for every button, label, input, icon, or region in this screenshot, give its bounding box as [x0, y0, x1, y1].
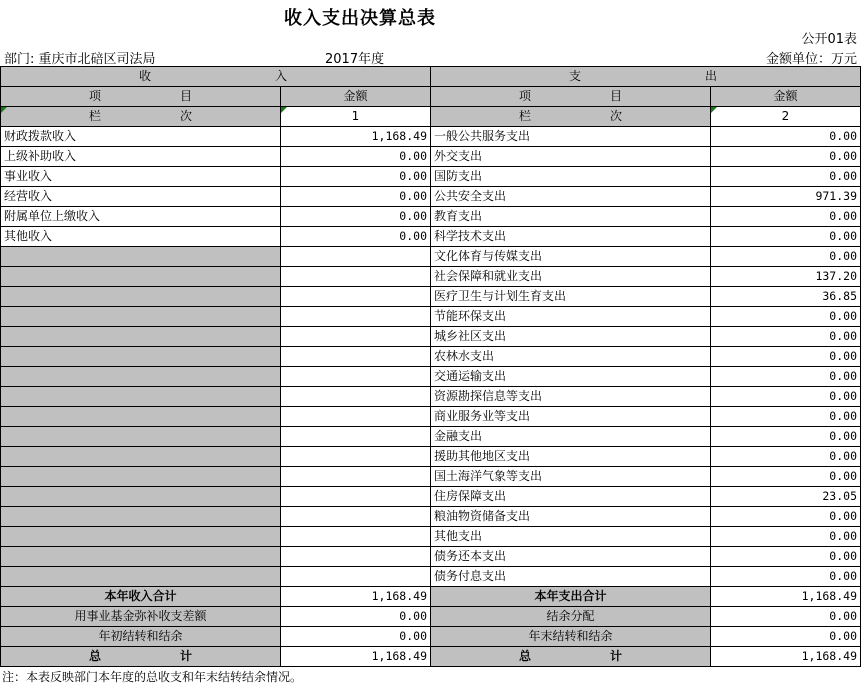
income-amount — [281, 547, 431, 567]
expense-item: 金融支出 — [431, 427, 711, 447]
summary-income-amount: 0.00 — [281, 627, 431, 647]
income-amount: 1,168.49 — [281, 127, 431, 147]
expense-amount: 0.00 — [711, 247, 861, 267]
income-amount: 0.00 — [281, 147, 431, 167]
expense-item: 资源勘探信息等支出 — [431, 387, 711, 407]
expense-colno: 2 — [711, 107, 861, 127]
summary-row — [1, 587, 861, 607]
expense-item: 商业服务业等支出 — [431, 407, 711, 427]
summary-income-amount: 0.00 — [281, 607, 431, 627]
income-amount — [281, 367, 431, 387]
summary-table — [0, 66, 861, 667]
expense-item: 科学技术支出 — [431, 227, 711, 247]
expense-amount: 0.00 — [711, 367, 861, 387]
table-row — [1, 327, 861, 347]
col-char-2: 次 — [609, 109, 622, 123]
income-amount — [281, 347, 431, 367]
expense-amount: 36.85 — [711, 287, 861, 307]
expense-amount: 0.00 — [711, 147, 861, 167]
income-amount-header: 金额 — [281, 87, 431, 107]
table-row — [1, 547, 861, 567]
summary-expense-label: 结余分配 — [431, 607, 711, 627]
expense-item: 社会保障和就业支出 — [431, 267, 711, 287]
income-item — [1, 287, 281, 307]
amount-unit: 金额单位：万元 — [765, 52, 857, 67]
income-item — [1, 467, 281, 487]
income-item — [1, 367, 281, 387]
income-amount: 0.00 — [281, 187, 431, 207]
income-header-char-1: 收 — [139, 69, 152, 83]
expense-amount: 0.00 — [711, 527, 861, 547]
table-row — [1, 347, 861, 367]
summary-income-label: 本年收入合计 — [1, 587, 281, 607]
grand-total-row — [1, 647, 861, 667]
header-row-colno — [1, 107, 861, 127]
expense-item: 农林水支出 — [431, 347, 711, 367]
table-row — [1, 287, 861, 307]
expense-amount: 0.00 — [711, 507, 861, 527]
total-char-1: 总 — [89, 649, 102, 663]
income-amount — [281, 427, 431, 447]
income-amount — [281, 507, 431, 527]
expense-amount: 0.00 — [711, 307, 861, 327]
expense-amount: 0.00 — [711, 347, 861, 367]
expense-amount: 0.00 — [711, 327, 861, 347]
expense-item: 一般公共服务支出 — [431, 127, 711, 147]
expense-item: 教育支出 — [431, 207, 711, 227]
income-amount — [281, 467, 431, 487]
income-amount: 0.00 — [281, 167, 431, 187]
expense-item: 债务还本支出 — [431, 547, 711, 567]
table-row — [1, 507, 861, 527]
summary-row — [1, 607, 861, 627]
expense-item: 交通运输支出 — [431, 367, 711, 387]
expense-amount: 0.00 — [711, 467, 861, 487]
expense-amount: 0.00 — [711, 387, 861, 407]
table-row — [1, 367, 861, 387]
summary-income-label: 年初结转和结余 — [1, 627, 281, 647]
department-label: 部门: 重庆市北碚区司法局 — [4, 52, 156, 67]
income-item — [1, 427, 281, 447]
income-amount — [281, 247, 431, 267]
table-row — [1, 187, 861, 207]
expense-item: 债务付息支出 — [431, 567, 711, 587]
item-char-1: 项 — [519, 89, 532, 103]
expense-colno-label — [431, 107, 711, 127]
total-income-amount: 1,168.49 — [281, 647, 431, 667]
table-row — [1, 167, 861, 187]
income-item: 附属单位上缴收入 — [1, 207, 281, 227]
expense-amount: 0.00 — [711, 227, 861, 247]
total-expense-amount: 1,168.49 — [711, 647, 861, 667]
table-row — [1, 427, 861, 447]
total-char-2: 计 — [179, 649, 192, 663]
income-item — [1, 487, 281, 507]
expense-amount: 0.00 — [711, 547, 861, 567]
expense-amount: 23.05 — [711, 487, 861, 507]
col-char-2: 次 — [179, 109, 192, 123]
total-expense-label — [431, 647, 711, 667]
table-row — [1, 467, 861, 487]
table-row — [1, 487, 861, 507]
expense-header-char-1: 支 — [569, 69, 582, 83]
income-colno: 1 — [281, 107, 431, 127]
income-item-header — [1, 87, 281, 107]
summary-expense-label: 本年支出合计 — [431, 587, 711, 607]
income-item: 其他收入 — [1, 227, 281, 247]
fiscal-year: 2017年度 — [325, 52, 385, 67]
income-item — [1, 567, 281, 587]
income-amount — [281, 567, 431, 587]
income-item — [1, 507, 281, 527]
expense-item: 医疗卫生与计划生育支出 — [431, 287, 711, 307]
income-item: 财政拨款收入 — [1, 127, 281, 147]
expense-item: 其他支出 — [431, 527, 711, 547]
income-amount — [281, 267, 431, 287]
summary-row — [1, 627, 861, 647]
income-item — [1, 387, 281, 407]
expense-amount: 971.39 — [711, 187, 861, 207]
form-number: 公开01表 — [801, 32, 857, 47]
expense-item: 国防支出 — [431, 167, 711, 187]
total-char-1: 总 — [519, 649, 532, 663]
table-row — [1, 267, 861, 287]
item-char-1: 项 — [89, 89, 102, 103]
income-item — [1, 327, 281, 347]
income-item — [1, 447, 281, 467]
summary-expense-amount: 1,168.49 — [711, 587, 861, 607]
header-row-section — [1, 67, 861, 87]
report-title: 收入支出决算总表 — [284, 8, 436, 29]
expense-section-header — [431, 67, 861, 87]
expense-amount: 0.00 — [711, 127, 861, 147]
expense-amount: 0.00 — [711, 167, 861, 187]
col-char-1: 栏 — [519, 109, 532, 123]
summary-expense-label: 年末结转和结余 — [431, 627, 711, 647]
income-amount — [281, 287, 431, 307]
expense-item: 外交支出 — [431, 147, 711, 167]
income-amount: 0.00 — [281, 227, 431, 247]
income-item: 事业收入 — [1, 167, 281, 187]
table-row — [1, 247, 861, 267]
summary-expense-amount: 0.00 — [711, 627, 861, 647]
item-char-2: 目 — [179, 89, 192, 103]
expense-item: 节能环保支出 — [431, 307, 711, 327]
income-item: 上级补助收入 — [1, 147, 281, 167]
income-header-char-2: 入 — [274, 69, 287, 83]
expense-item: 住房保障支出 — [431, 487, 711, 507]
expense-item-header — [431, 87, 711, 107]
table-row — [1, 227, 861, 247]
expense-item: 粮油物资储备支出 — [431, 507, 711, 527]
table-body — [1, 67, 861, 667]
expense-item: 国土海洋气象等支出 — [431, 467, 711, 487]
total-income-label — [1, 647, 281, 667]
footnote: 注：本表反映部门本年度的总收支和年末结转结余情况。 — [2, 670, 303, 684]
income-amount — [281, 387, 431, 407]
income-amount — [281, 307, 431, 327]
income-item — [1, 407, 281, 427]
expense-item: 文化体育与传媒支出 — [431, 247, 711, 267]
income-amount — [281, 407, 431, 427]
total-char-2: 计 — [609, 649, 622, 663]
table-row — [1, 447, 861, 467]
table-row — [1, 307, 861, 327]
income-amount: 0.00 — [281, 207, 431, 227]
expense-item: 公共安全支出 — [431, 187, 711, 207]
expense-amount: 137.20 — [711, 267, 861, 287]
expense-amount: 0.00 — [711, 407, 861, 427]
expense-amount: 0.00 — [711, 447, 861, 467]
income-item — [1, 247, 281, 267]
expense-amount: 0.00 — [711, 427, 861, 447]
income-amount — [281, 487, 431, 507]
table-row — [1, 127, 861, 147]
income-item — [1, 347, 281, 367]
income-amount — [281, 447, 431, 467]
income-section-header — [1, 67, 431, 87]
income-item — [1, 267, 281, 287]
income-colno-label — [1, 107, 281, 127]
table-row — [1, 527, 861, 547]
summary-expense-amount: 0.00 — [711, 607, 861, 627]
table-row — [1, 407, 861, 427]
table-row — [1, 567, 861, 587]
table-row — [1, 387, 861, 407]
expense-amount: 0.00 — [711, 567, 861, 587]
expense-item: 援助其他地区支出 — [431, 447, 711, 467]
table-row — [1, 147, 861, 167]
income-amount — [281, 527, 431, 547]
item-char-2: 目 — [609, 89, 622, 103]
table-row — [1, 207, 861, 227]
income-item — [1, 547, 281, 567]
income-item — [1, 527, 281, 547]
income-item — [1, 307, 281, 327]
summary-income-label: 用事业基金弥补收支差额 — [1, 607, 281, 627]
expense-item: 城乡社区支出 — [431, 327, 711, 347]
expense-amount-header: 金额 — [711, 87, 861, 107]
header-row-columns — [1, 87, 861, 107]
summary-income-amount: 1,168.49 — [281, 587, 431, 607]
expense-amount: 0.00 — [711, 207, 861, 227]
col-char-1: 栏 — [89, 109, 102, 123]
income-item: 经营收入 — [1, 187, 281, 207]
income-amount — [281, 327, 431, 347]
expense-header-char-2: 出 — [704, 69, 717, 83]
